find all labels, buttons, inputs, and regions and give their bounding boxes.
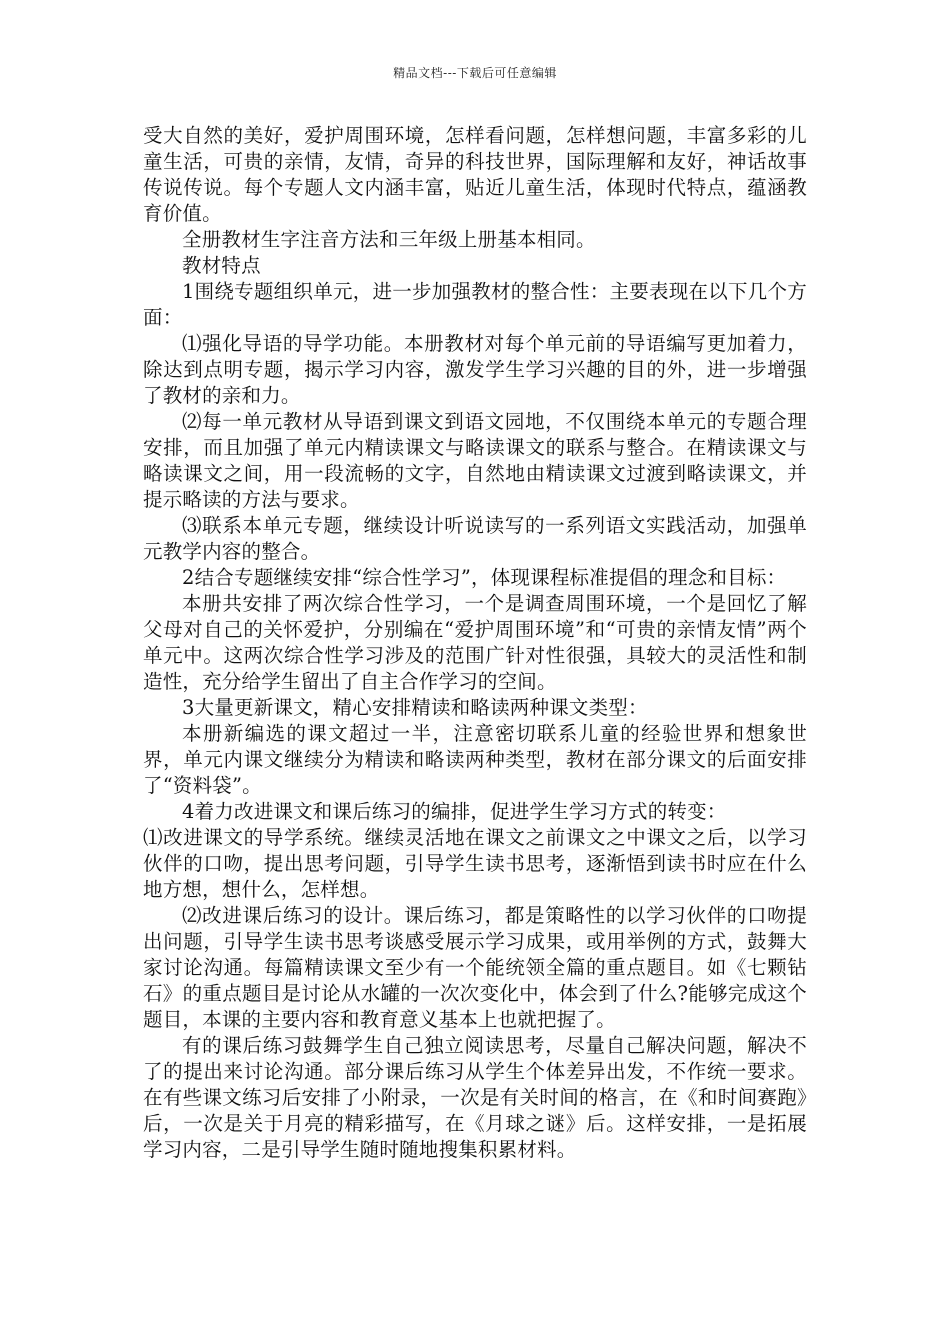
paragraph: ⑶联系本单元专题，继续设计听说读写的一系列语文实践活动，加强单元教学内容的整合。 xyxy=(143,514,807,563)
paragraph: 本册新编选的课文超过一半，注意密切联系儿童的经验世界和想象世界，单元内课文继续分为精读和略读两种类型，教材在部分课文的后面安排了“资料袋”。 xyxy=(143,722,807,797)
paragraph: ⑴改进课文的导学系统。继续灵活地在课文之前课文之中课文之后，以学习伙伴的口吻，提出思考问题，引导学生读书思考，逐渐悟到读书时应在什么地方想，想什么，怎样想。 xyxy=(143,826,807,901)
paragraph: ⑵每一单元教材从导语到课文到语文园地，不仅围绕本单元的专题合理安排，而且加强了单元内精读课文与略读课文的联系与整合。在精读课文与略读课文之间，用一段流畅的文字，自然地由精读课文过渡到略读课文，并提示略读的方法与要求。 xyxy=(143,410,807,511)
document-body xyxy=(143,123,807,1163)
paragraph: ⑵改进课后练习的设计。课后练习，都是策略性的以学习伙伴的口吻提出问题，引导学生读书思考谈感受展示学习成果，或用举例的方式，鼓舞大家讨论沟通。每篇精读课文至少有一个能统领全篇的重点题目。如《七颗钻石》的重点题目是讨论从水罐的一次次变化中，体会到了什么?能够完成这个题目，本课的主要内容和教育意义基本上也就把握了。 xyxy=(143,904,807,1031)
section-heading: 教材特点 xyxy=(182,254,261,277)
paragraph: 有的课后练习鼓舞学生自己独立阅读思考，尽量自己解决问题，解决不了的提出来讨论沟通。部分课后练习从学生个体差异出发，不作统一要求。在有些课文练习后安排了小附录，一次是有关时间的格言，在《和时间赛跑》后，一次是关于月亮的精彩描写，在《月球之谜》后。这样安排，一是拓展学习内容，二是引导学生随时随地搜集积累材料。 xyxy=(143,1034,807,1161)
page-header: 精品文档---下载后可任意编辑 xyxy=(393,66,557,80)
paragraph: 3大量更新课文，精心安排精读和略读两种课文类型： xyxy=(182,696,648,719)
paragraph: 受大自然的美好，爱护周围环境，怎样看问题，怎样想问题，丰富多彩的儿童生活，可贵的亲情，友情，奇异的科技世界，国际理解和友好，神话故事传说传说。每个专题人文内涵丰富，贴近儿童生活，体现时代特点，蕴涵教育价值。 xyxy=(143,124,807,225)
paragraph: 全册教材生字注音方法和三年级上册基本相同。 xyxy=(182,228,596,251)
paragraph: 本册共安排了两次综合性学习，一个是调查周围环境，一个是回忆了解父母对自己的关怀爱护，分别编在“爱护周围环境”和“可贵的亲情友情”两个单元中。这两次综合性学习涉及的范围广针对性很强，具较大的灵活性和制造性，充分给学生留出了自主合作学习的空间。 xyxy=(143,592,807,693)
paragraph: ⑴强化导语的导学功能。本册教材对每个单元前的导语编写更加着力，除达到点明专题，揭示学习内容，激发学生学习兴趣的目的外，进一步增强了教材的亲和力。 xyxy=(143,332,807,407)
paragraph: 1围绕专题组织单元，进一步加强教材的整合性：主要表现在以下几个方面： xyxy=(143,280,807,329)
paragraph: 2结合专题继续安排“综合性学习”，体现课程标准提倡的理念和目标： xyxy=(182,566,787,589)
paragraph: 4着力改进课文和课后练习的编排，促进学生学习方式的转变： xyxy=(182,800,727,823)
